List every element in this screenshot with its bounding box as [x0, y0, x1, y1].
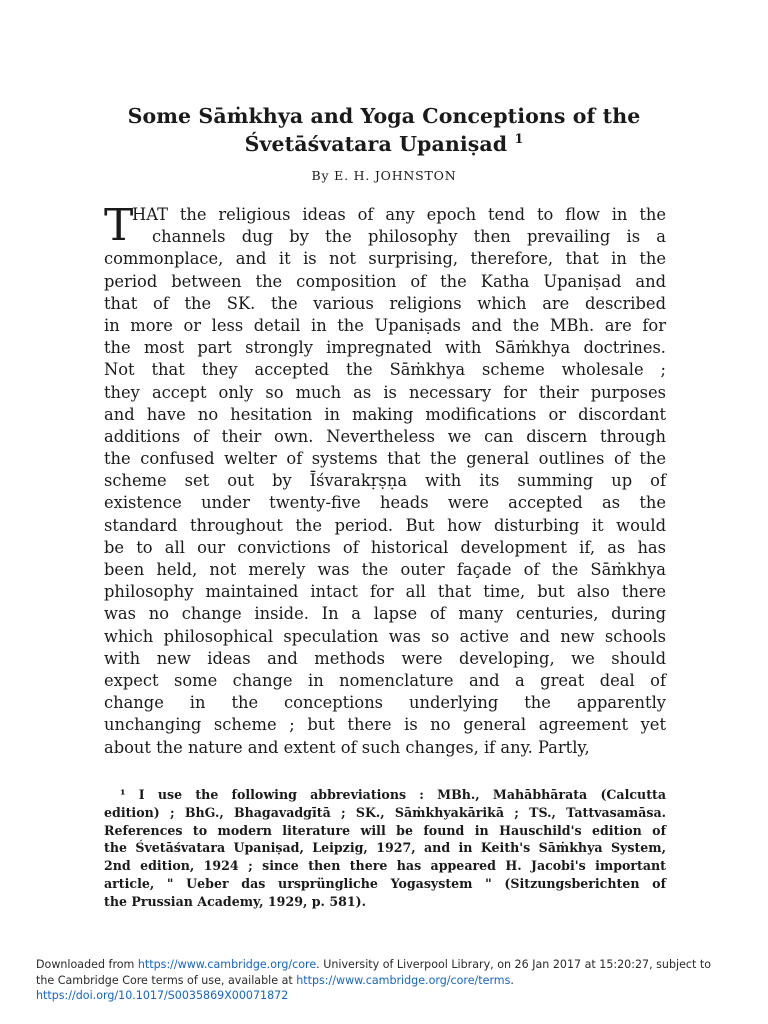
footnote-line: the Śvetāśvatara Upaniṣad, Leipzig, 1927, and in Keith's Sāṁkhya System,	[104, 840, 666, 856]
download-line-3	[36, 988, 760, 1004]
body-line: period between the composition of the Katha Upaniṣad and	[104, 271, 666, 291]
byline	[60, 168, 708, 183]
body-line: in more or less detail in the Upaniṣads and the MBh. are for	[104, 315, 666, 335]
body-line: scheme set out by Īśvarakṛṣṇa with its summing up of	[104, 471, 666, 491]
download-notice	[36, 957, 760, 1004]
footnote-line: 2nd edition, 1924 ; since then there has appeared H. Jacobi's important	[104, 858, 666, 874]
drop-cap: T	[104, 200, 134, 251]
title-footnote-mark: 1	[514, 131, 524, 147]
byline-prefix: By	[311, 168, 330, 183]
body-line: unchanging scheme ; but there is no general agreement yet	[104, 715, 666, 735]
body-line: which philosophical speculation was so active and new schools	[104, 626, 666, 646]
body-line: existence under twenty-five heads were accepted as the	[104, 493, 666, 513]
body-line: commonplace, and it is not surprising, therefore, that in the	[104, 249, 666, 269]
terms-prefix: the Cambridge Core terms of use, available at	[36, 973, 297, 987]
body-line: with new ideas and methods were developing, we should	[104, 648, 666, 668]
byline-author: E. H. JOHNSTON	[334, 168, 457, 183]
body-line-first-text: HAT the religious ideas of any epoch tend to flow in the	[132, 205, 666, 224]
title-line-2-text: Śvetāśvatara Upaniṣad	[244, 132, 508, 156]
title-line-2	[60, 130, 708, 158]
body-line: change in the conceptions underlying the apparently	[104, 693, 666, 713]
body-text	[104, 200, 666, 759]
body-line: was no change inside. In a lapse of many centuries, during	[104, 604, 666, 624]
body-line: that of the SK. the various religions which are described	[104, 293, 666, 313]
cambridge-terms-link[interactable]: https://www.cambridge.org/core/terms	[296, 973, 511, 987]
body-line: channels dug by the philosophy then prevailing is a	[152, 227, 666, 247]
body-line: standard throughout the period. But how disturbing it would	[104, 515, 666, 535]
body-line: additions of their own. Nevertheless we can discern through	[104, 426, 666, 446]
body-lines	[104, 226, 666, 759]
body-line: philosophy maintained intact for all that time, but also there	[104, 582, 666, 602]
body-line: the confused welter of systems that the general outlines of the	[104, 449, 666, 469]
body-line: the most part strongly impregnated with Sāṁkhya doctrines.	[104, 338, 666, 358]
cambridge-core-link[interactable]: https://www.cambridge.org/core	[137, 958, 317, 971]
body-line: be to all our convictions of historical development if, as has	[104, 537, 666, 557]
footnote-line: article, " Ueber das ursprüngliche Yogasystem " (Sitzungsberichten of	[104, 875, 666, 891]
body-line: about the nature and extent of such changes, if any. Partly,	[104, 737, 590, 757]
body-line: Not that they accepted the Sāṁkhya scheme wholesale ;	[104, 360, 666, 380]
download-prefix: Downloaded from	[36, 958, 138, 971]
article-title	[60, 102, 708, 158]
doi-link[interactable]: https://doi.org/10.1017/S0035869X00071872	[36, 989, 289, 1002]
footnote-line: References to modern literature will be found in Hauschild's edition of	[104, 822, 666, 838]
terms-suffix: .	[510, 973, 514, 987]
title-line-1: Some Sāṁkhya and Yoga Conceptions of the	[127, 104, 641, 128]
footnote	[104, 786, 666, 911]
body-line: and have no hesitation in making modifications or discordant	[104, 404, 666, 424]
download-line-1	[36, 957, 760, 973]
footnote-line: ¹ I use the following abbreviations : MBh., Mahābhārata (Calcutta	[120, 787, 666, 802]
footnote-line: edition) ; BhG., Bhagavadgītā ; SK., Sāṁkhyakārikā ; TS., Tattvasamāsa.	[104, 804, 666, 820]
body-line: they accept only so much as is necessary for their purposes	[104, 382, 666, 402]
body-line: expect some change in nomenclature and a great deal of	[104, 670, 666, 690]
body-line: been held, not merely was the outer façade of the Sāṁkhya	[104, 560, 666, 579]
footnote-line: the Prussian Academy, 1929, p. 581).	[104, 893, 366, 909]
download-line-2	[36, 973, 760, 989]
download-middle: . University of Liverpool Library, on 26 Jan 2017 at 15:20:27, subject to	[316, 958, 712, 971]
